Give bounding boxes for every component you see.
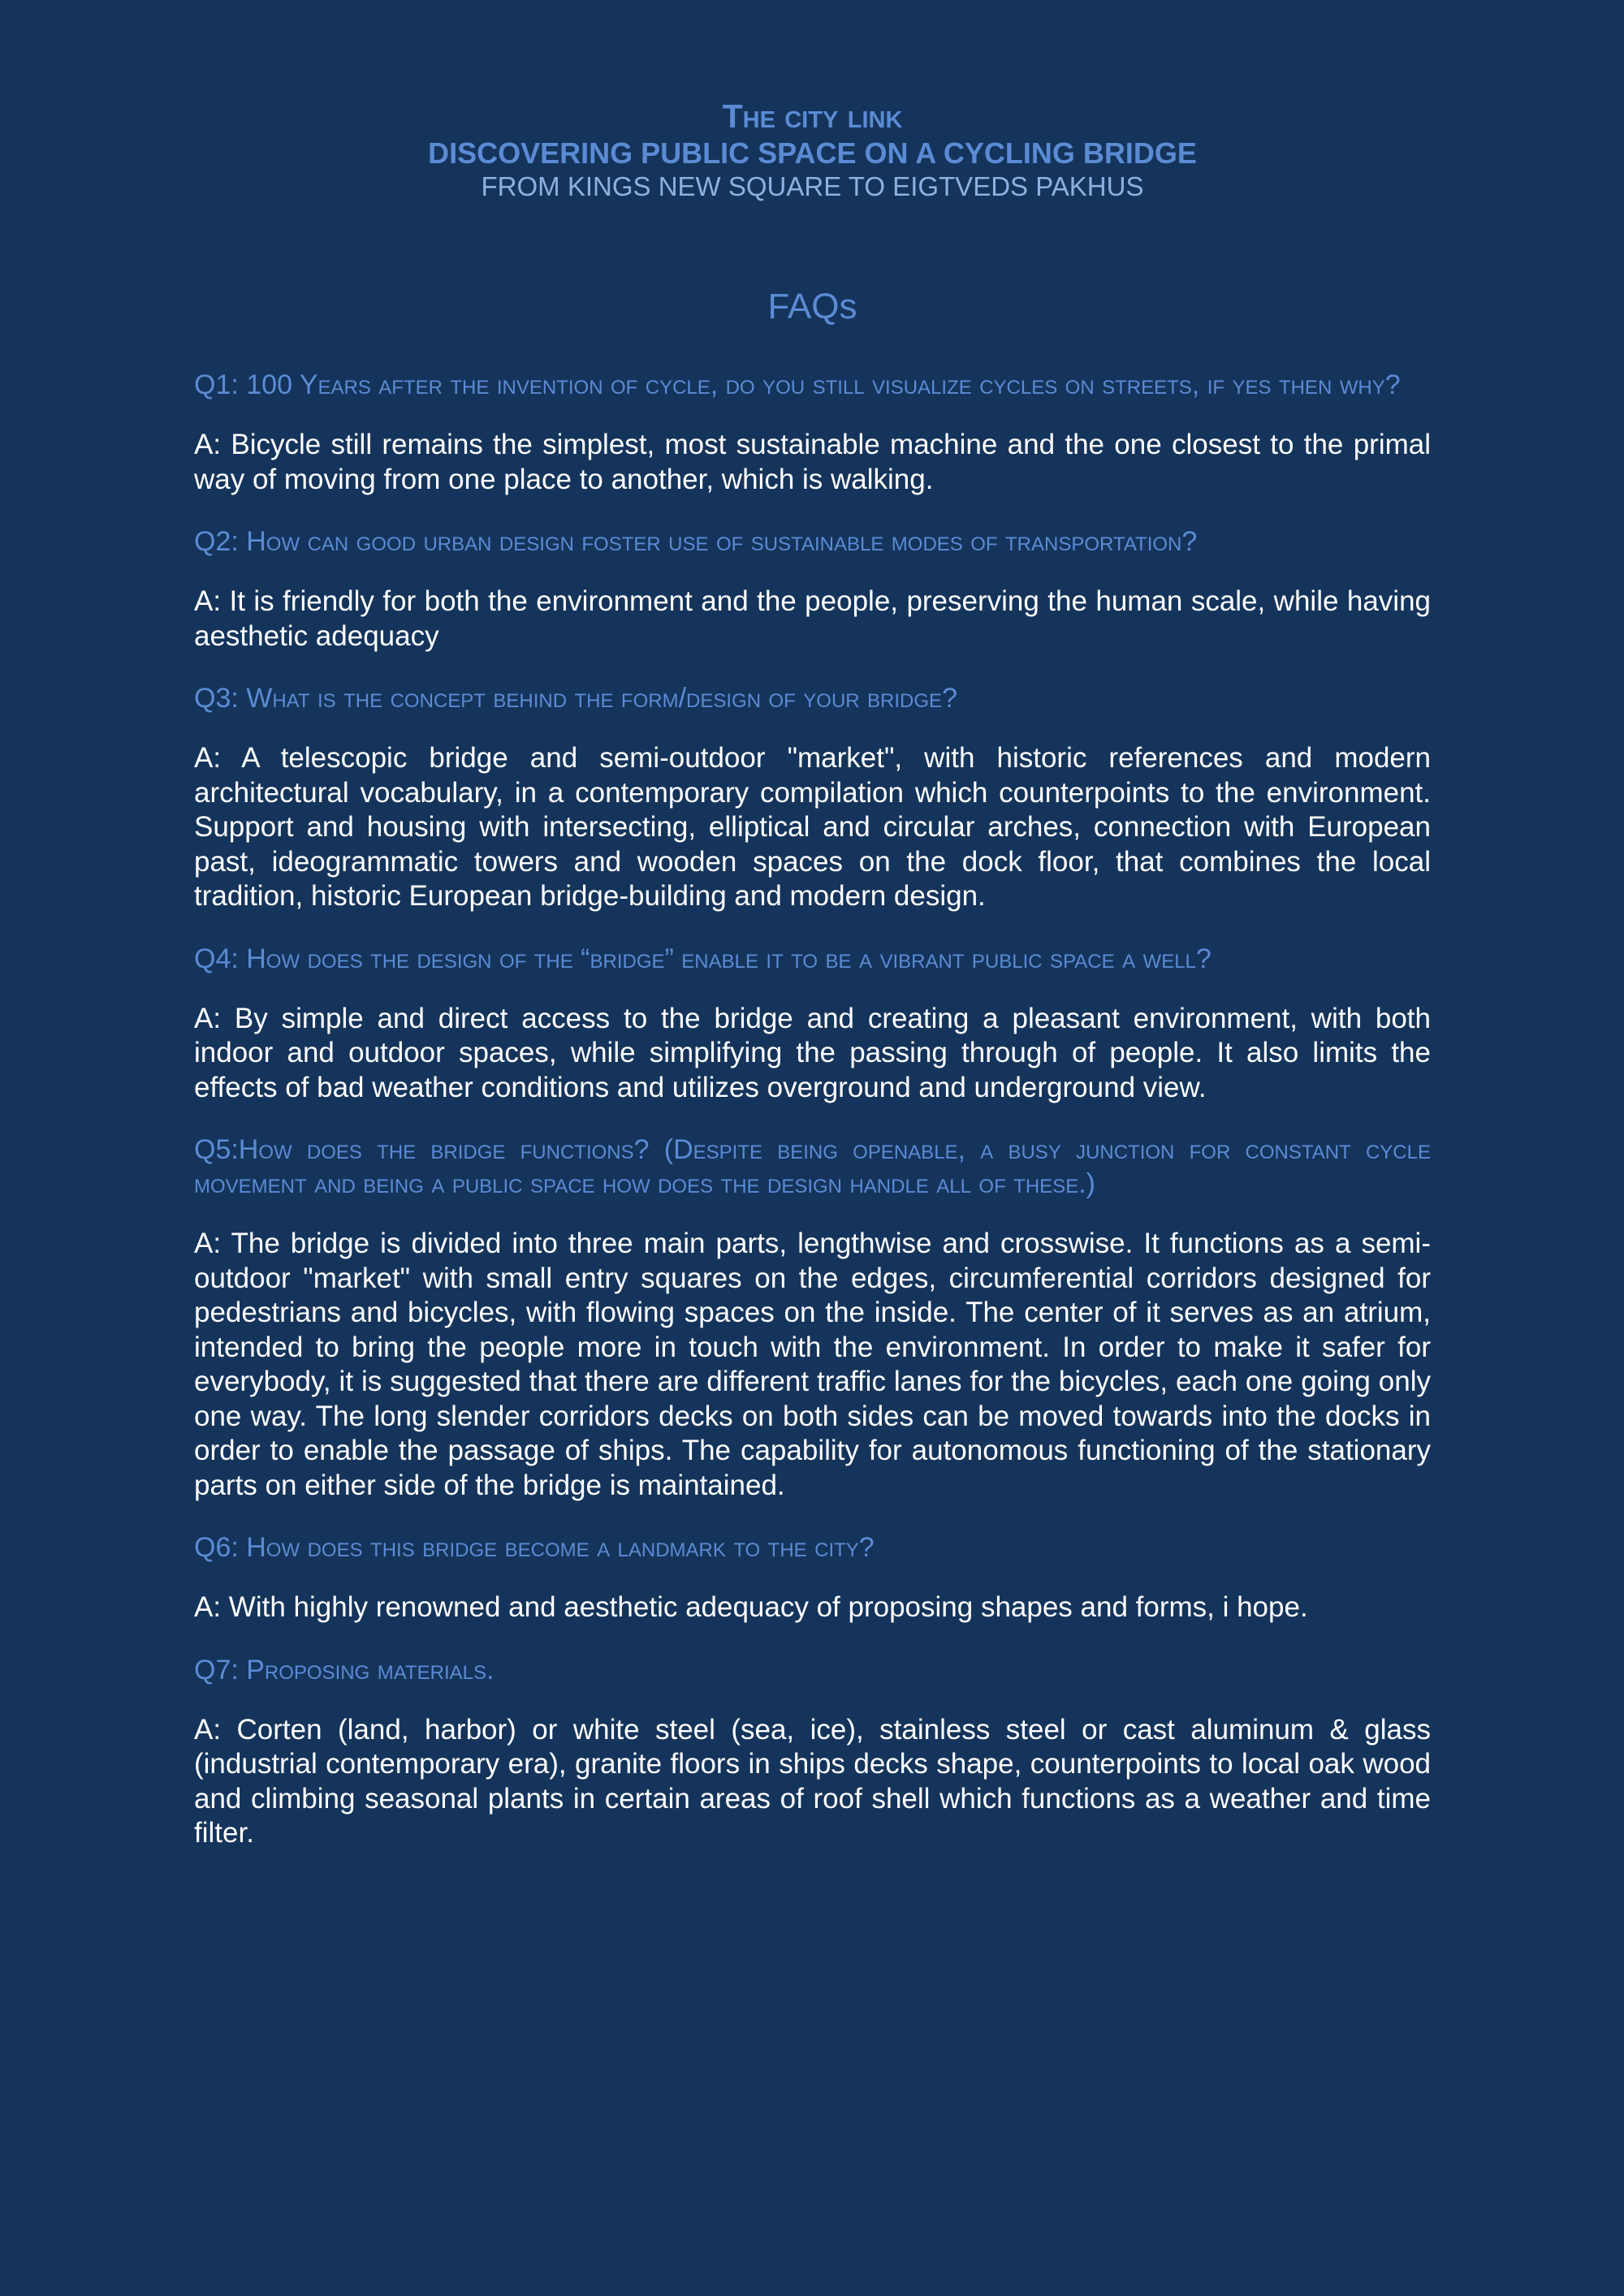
faq-answer: A: Bicycle still remains the simplest, most sustainable machine and the one closest to the primal way of moving from one place to another, which is walking.	[194, 429, 1431, 495]
faq-item-2	[194, 524, 1431, 654]
faq-question: Q1: 100 Years after the invention of cycle, do you still visualize cycles on streets, if yes then why?	[194, 369, 1401, 400]
faq-answer: A: It is friendly for both the environment and the people, preserving the human scale, while having aesthetic adequacy	[194, 585, 1431, 652]
faq-item-1	[194, 368, 1431, 497]
faq-answer: A: By simple and direct access to the bridge and creating a pleasant environment, with both indoor and outdoor spaces, while simplifying the passing through of people. It also limits the effects of bad weather conditions and utilizes overground and underground view.	[194, 1002, 1431, 1103]
faq-heading: FAQs	[767, 287, 857, 326]
faq-item-5	[194, 1133, 1431, 1503]
faq-answer: A: Corten (land, harbor) or white steel (sea, ice), stainless steel or cast aluminum & glass (industrial contemporary era), granite floors in ships decks shape, counterpoints to local oak wood and climbing seasonal plants in certain areas of roof shell which functions as a weather and time filter.	[194, 1713, 1431, 1849]
faq-answer: A: The bridge is divided into three main parts, lengthwise and crosswise. It functions as a semi-outdoor "market" with small entry squares on the edges, circumferential corridors designed for pedestrians and bicycles, with flowing spaces on the inside. The center of it serves as an atrium, intended to bring the people more in touch with the environment. In order to make it safer for everybody, it is suggested that there are different traffic lanes for the bicycles, each one going only one way. The long slender corridors decks on both sides can be moved towards into the docks in order to enable the passage of ships. The capability for autonomous functioning of the stationary parts on either side of the bridge is maintained.	[194, 1228, 1431, 1501]
document-title: The city link	[722, 97, 903, 135]
faq-item-7	[194, 1653, 1431, 1851]
faq-answer: A: A telescopic bridge and semi-outdoor "market", with historic references and modern architectural vocabulary, in a contemporary compilation which counterpoints to the environment. Support and housing with intersecting, elliptical and circular arches, connection with European past, ideogrammatic towers and wooden spaces on the dock floor, that combines the local tradition, historic European bridge-building and modern design.	[194, 742, 1431, 912]
faq-question: Q3: What is the concept behind the form/design of your bridge?	[194, 683, 957, 714]
faq-question: Q2: How can good urban design foster use of sustainable modes of transportation?	[194, 526, 1198, 557]
document-route: FROM KINGS NEW SQUARE TO EIGTVEDS PAKHUS	[481, 171, 1144, 201]
faq-item-4	[194, 942, 1431, 1106]
document-page	[194, 96, 1431, 1849]
faq-item-6	[194, 1530, 1431, 1625]
faq-item-3	[194, 681, 1431, 914]
faq-question: Q6: How does this bridge become a landmark to the city?	[194, 1532, 875, 1563]
faq-question: Q4: How does the design of the “bridge” enable it to be a vibrant public space a well?	[194, 943, 1212, 974]
faq-answer: A: With highly renowned and aesthetic adequacy of proposing shapes and forms, i hope.	[194, 1591, 1308, 1623]
faq-list	[194, 368, 1431, 1879]
faq-question: Q5:How does the bridge functions? (Despite being openable, a busy junction for constant cycle movement and being a public space how does the design handle all of these.)	[194, 1134, 1431, 1199]
document-subtitle: DISCOVERING PUBLIC SPACE ON A CYCLING BRIDGE	[428, 136, 1197, 170]
faq-question: Q7: Proposing materials.	[194, 1654, 495, 1685]
document-header	[194, 96, 1431, 203]
